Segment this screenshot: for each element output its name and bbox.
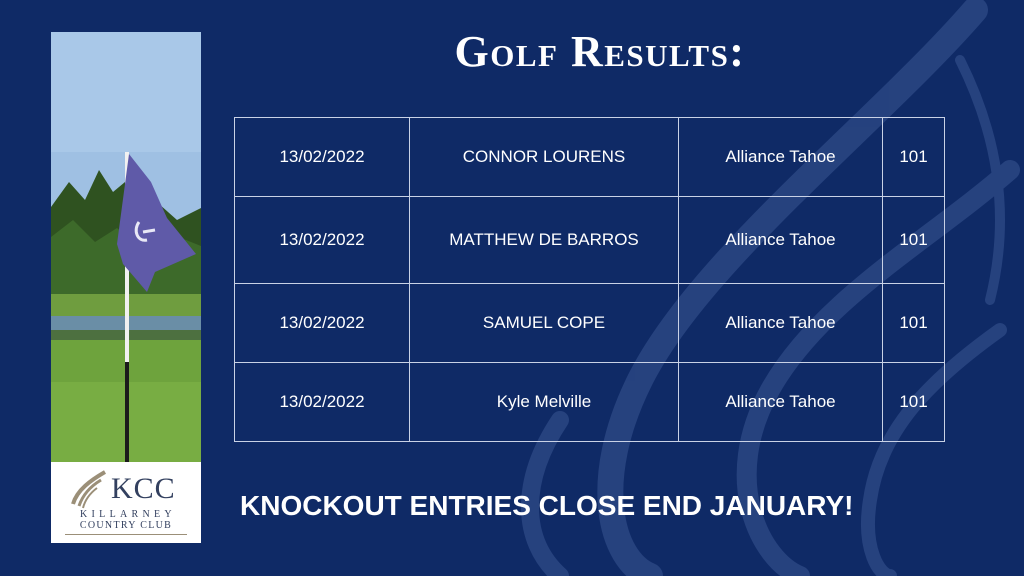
result-score: 101	[883, 197, 945, 284]
table-row	[235, 284, 945, 363]
result-club: Alliance Tahoe	[679, 118, 883, 197]
result-name: CONNOR LOURENS	[410, 118, 679, 197]
result-date: 13/02/2022	[235, 197, 410, 284]
wing-logo-icon	[61, 470, 109, 510]
result-score: 101	[883, 363, 945, 442]
results-table	[234, 117, 945, 442]
table-row	[235, 363, 945, 442]
result-club: Alliance Tahoe	[679, 284, 883, 363]
page-title: Golf Results:	[454, 27, 746, 76]
result-club: Alliance Tahoe	[679, 197, 883, 284]
result-name: Kyle Melville	[410, 363, 679, 442]
result-date: 13/02/2022	[235, 363, 410, 442]
table-row	[235, 118, 945, 197]
result-club: Alliance Tahoe	[679, 363, 883, 442]
table-row	[235, 197, 945, 284]
golf-flag-photo	[51, 32, 201, 462]
logo-name-line2: COUNTRY CLUB	[79, 520, 173, 531]
result-name: MATTHEW DE BARROS	[410, 197, 679, 284]
golf-flag-image	[51, 32, 201, 462]
result-date: 13/02/2022	[235, 118, 410, 197]
result-score: 101	[883, 284, 945, 363]
logo-initials: KCC	[111, 472, 176, 505]
result-name: SAMUEL COPE	[410, 284, 679, 363]
logo-divider	[65, 534, 187, 535]
result-score: 101	[883, 118, 945, 197]
knockout-banner: KNOCKOUT ENTRIES CLOSE END JANUARY!	[240, 490, 854, 521]
club-logo	[51, 462, 201, 543]
logo-name-line1: KILLARNEY	[80, 509, 176, 520]
result-date: 13/02/2022	[235, 284, 410, 363]
